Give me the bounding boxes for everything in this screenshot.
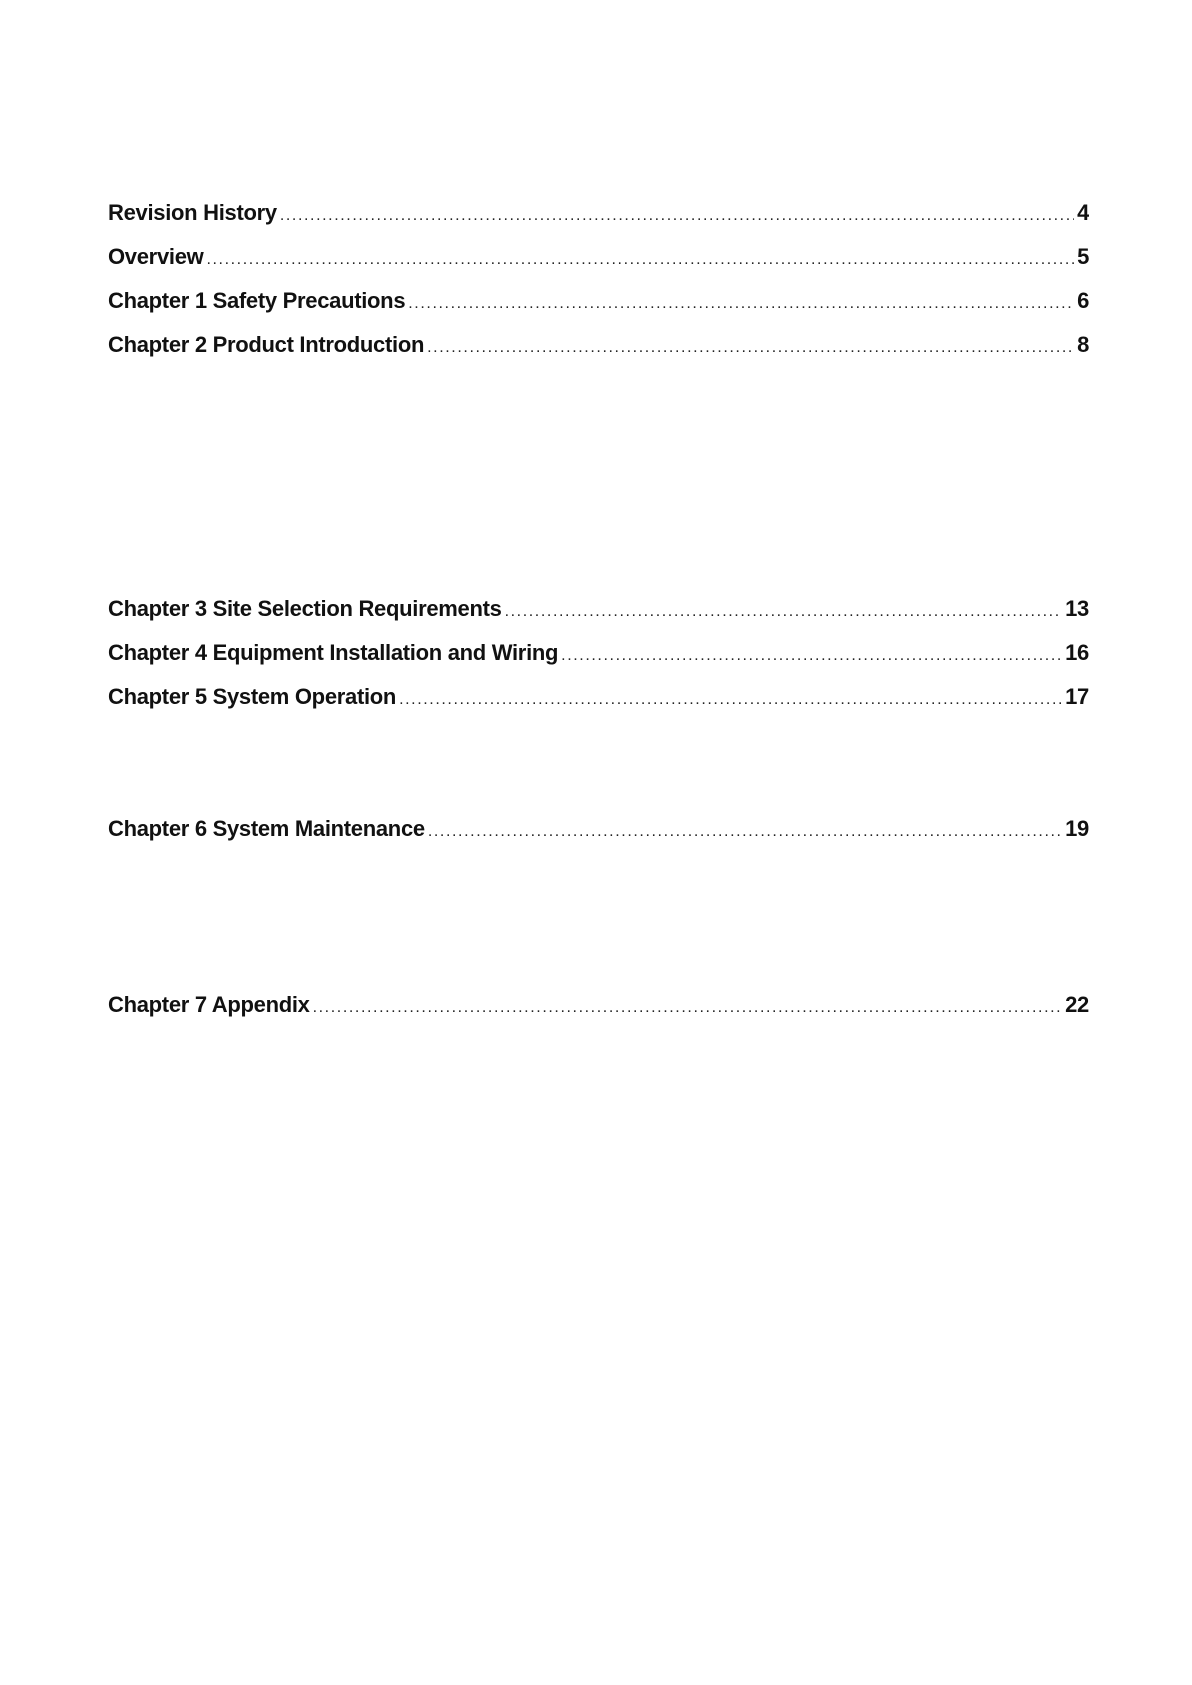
- toc-entry-page: 13: [1065, 596, 1089, 621]
- toc-dot-leader: [408, 295, 1074, 313]
- toc-entry-page: 19: [1065, 816, 1089, 841]
- toc-entry-title: Chapter 6 System Maintenance: [108, 816, 425, 841]
- toc-entry-page: 8: [1077, 332, 1089, 357]
- toc-entry-title: Overview: [108, 244, 204, 269]
- toc-dot-leader: [206, 251, 1074, 269]
- toc-dot-leader: [427, 339, 1074, 357]
- toc-dot-leader: [428, 823, 1062, 841]
- toc-dot-leader: [561, 647, 1062, 665]
- toc-entry-chapter-6[interactable]: [108, 816, 1089, 846]
- toc-entry-page: 22: [1065, 992, 1089, 1017]
- toc-entry-title: Chapter 1 Safety Precautions: [108, 288, 406, 313]
- toc-entry-chapter-5[interactable]: [108, 684, 1089, 714]
- toc-entry-title: Chapter 3 Site Selection Requirements: [108, 596, 502, 621]
- toc-entry-page: 17: [1065, 684, 1089, 709]
- toc-entry-chapter-4[interactable]: [108, 640, 1089, 670]
- toc-entry-chapter-1[interactable]: [108, 288, 1089, 318]
- toc-entry-chapter-2[interactable]: [108, 332, 1089, 362]
- toc-entry-page: 16: [1065, 640, 1089, 665]
- toc-entry-page: 5: [1077, 244, 1089, 269]
- toc-dot-leader: [280, 207, 1074, 225]
- toc-dot-leader: [399, 691, 1062, 709]
- toc-entry-title: Chapter 4 Equipment Installation and Wiring: [108, 640, 559, 665]
- toc-entry-title: Chapter 7 Appendix: [108, 992, 310, 1017]
- toc-dot-leader: [505, 603, 1063, 621]
- toc-entry-chapter-7[interactable]: [108, 992, 1089, 1022]
- toc-entry-overview[interactable]: [108, 244, 1089, 274]
- toc-entry-title: Revision History: [108, 200, 277, 225]
- toc-entry-title: Chapter 2 Product Introduction: [108, 332, 425, 357]
- toc-dot-leader: [313, 999, 1063, 1017]
- toc-entry-revision-history[interactable]: [108, 200, 1089, 230]
- toc-entry-page: 4: [1077, 200, 1089, 225]
- toc-entry-chapter-3[interactable]: [108, 596, 1089, 626]
- toc-entry-page: 6: [1077, 288, 1089, 313]
- toc-entry-title: Chapter 5 System Operation: [108, 684, 397, 709]
